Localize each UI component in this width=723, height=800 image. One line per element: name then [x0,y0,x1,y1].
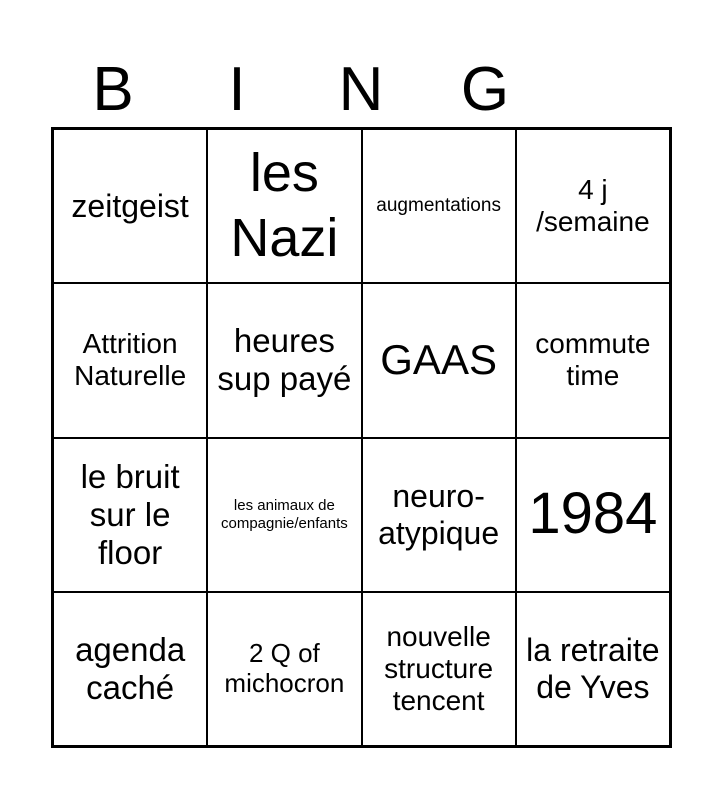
header-letter-g: G [460,55,510,124]
bingo-cell[interactable] [207,129,361,283]
bingo-cell[interactable] [53,283,207,437]
header-letter-b: B [92,55,134,124]
cell-text: agenda caché [75,630,186,706]
bingo-cell[interactable] [362,438,516,592]
cell-text: GAAS [380,336,497,384]
cell-text: les animaux de compagnie/enfants [220,496,348,532]
cell-text: les Nazi [230,143,339,269]
bingo-cell[interactable] [362,283,516,437]
bingo-header [51,52,671,128]
cell-text: 2 Q of michocron [224,637,345,698]
bingo-cell[interactable] [207,592,361,746]
header-letter-n: N [338,55,384,124]
cell-text: augmentations [376,195,501,217]
header-letter-i: I [228,55,246,124]
bingo-cell[interactable] [516,592,670,746]
cell-text: la retraite de Yves [526,632,660,705]
cell-text: 1984 [528,481,658,547]
bingo-cell[interactable] [207,283,361,437]
cell-text: Attrition Naturelle [74,328,187,392]
bingo-cell[interactable] [53,592,207,746]
cell-text: 4 j /semaine [536,173,650,238]
bingo-cell[interactable] [53,129,207,283]
bingo-cell[interactable] [516,438,670,592]
bingo-card-grid [51,127,672,748]
bingo-cell[interactable] [516,129,670,283]
cell-text: commute time [535,328,651,392]
bingo-cell[interactable] [362,592,516,746]
cell-text: nouvelle structure tencent [384,620,494,716]
bingo-cell[interactable] [362,129,516,283]
bingo-cell[interactable] [207,438,361,592]
bingo-cell[interactable] [516,283,670,437]
cell-text: heures sup payé [217,322,352,398]
cell-text: zeitgeist [71,187,189,224]
cell-text: le bruit sur le floor [80,457,180,571]
bingo-cell[interactable] [53,438,207,592]
cell-text: neuro-atypique [378,477,500,551]
